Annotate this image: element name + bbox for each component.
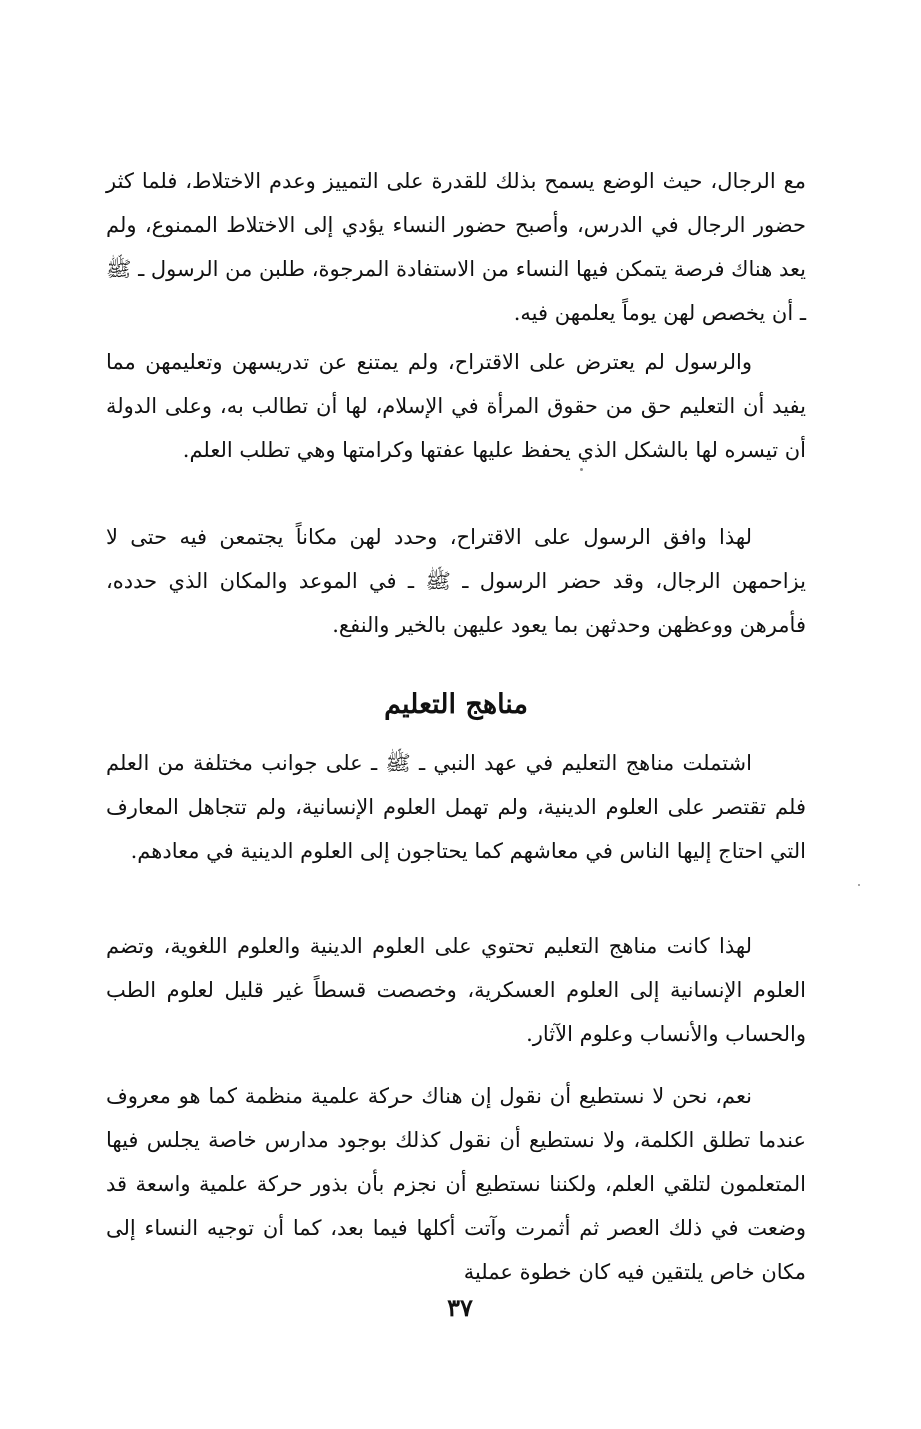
body-paragraph: لهذا كانت مناهج التعليم تحتوي على العلوم الدينية والعلوم اللغوية، وتضم العلوم الإنسانية إلى العلوم العسكرية، وخصصت قسطاً غير قليل لعلوم الطب والحساب والأنساب وعلوم الآثار. — [106, 934, 806, 1046]
paragraph-block-6 — [106, 1074, 806, 1294]
scan-speck — [580, 468, 583, 471]
body-paragraph: والرسول لم يعترض على الاقتراح، ولم يمتنع عن تدريسهن وتعليمهن مما يفيد أن التعليم حق من حقوق المرأة في الإسلام، لها أن تطالب به، وعلى الدولة أن تيسره لها بالشكل الذي يحفظ عليها عفتها وكرامتها وهي تطلب العلم. — [106, 350, 806, 462]
paragraph-block-2 — [106, 340, 806, 472]
scan-speck — [858, 884, 860, 886]
body-paragraph: لهذا وافق الرسول على الاقتراح، وحدد لهن مكاناً يجتمعن فيه حتى لا يزاحمهن الرجال، وقد حضر الرسول ـ ﷺ ـ في الموعد والمكان الذي حدده، فأمرهن ووعظهن وحدثهن بما يعود عليهن بالخير والنفع. — [106, 525, 806, 637]
paragraph-block-1 — [106, 159, 806, 335]
paragraph-block-3 — [106, 515, 806, 647]
body-paragraph: مع الرجال، حيث الوضع يسمح بذلك للقدرة على التمييز وعدم الاختلاط، فلما كثر حضور الرجال في الدرس، وأصبح حضور النساء يؤدي إلى الاختلاط الممنوع، ولم يعد هناك فرصة يتمكن فيها النساء من الاستفادة المرجوة، طلبن من الرسول ـ ﷺ ـ أن يخصص لهن يوماً يعلمهن فيه. — [106, 169, 806, 325]
paragraph-block-5 — [106, 924, 806, 1056]
section-heading: مناهج التعليم — [384, 689, 528, 720]
paragraph-block-4 — [106, 741, 806, 873]
body-paragraph: نعم، نحن لا نستطيع أن نقول إن هناك حركة علمية منظمة كما هو معروف عندما تطلق الكلمة، ولا نستطيع أن نقول كذلك بوجود مدارس خاصة يجلس فيها المتعلمون لتلقي العلم، ولكننا نستطيع أن نجزم بأن بذور حركة علمية واسعة قد وضعت في ذلك العصر ثم أثمرت وآتت أكلها فيما بعد، كما أن توجيه النساء إلى مكان خاص يلتقين فيه كان خطوة عملية — [106, 1084, 806, 1284]
page-number: ٣٧ — [447, 1293, 473, 1322]
body-paragraph: اشتملت مناهج التعليم في عهد النبي ـ ﷺ ـ على جوانب مختلفة من العلم فلم تقتصر على العلوم الدينية، ولم تهمل العلوم الإنسانية، ولم تتجاهل المعارف التي احتاج إليها الناس في معاشهم كما يحتاجون إلى العلوم الدينية في معادهم. — [106, 751, 806, 863]
